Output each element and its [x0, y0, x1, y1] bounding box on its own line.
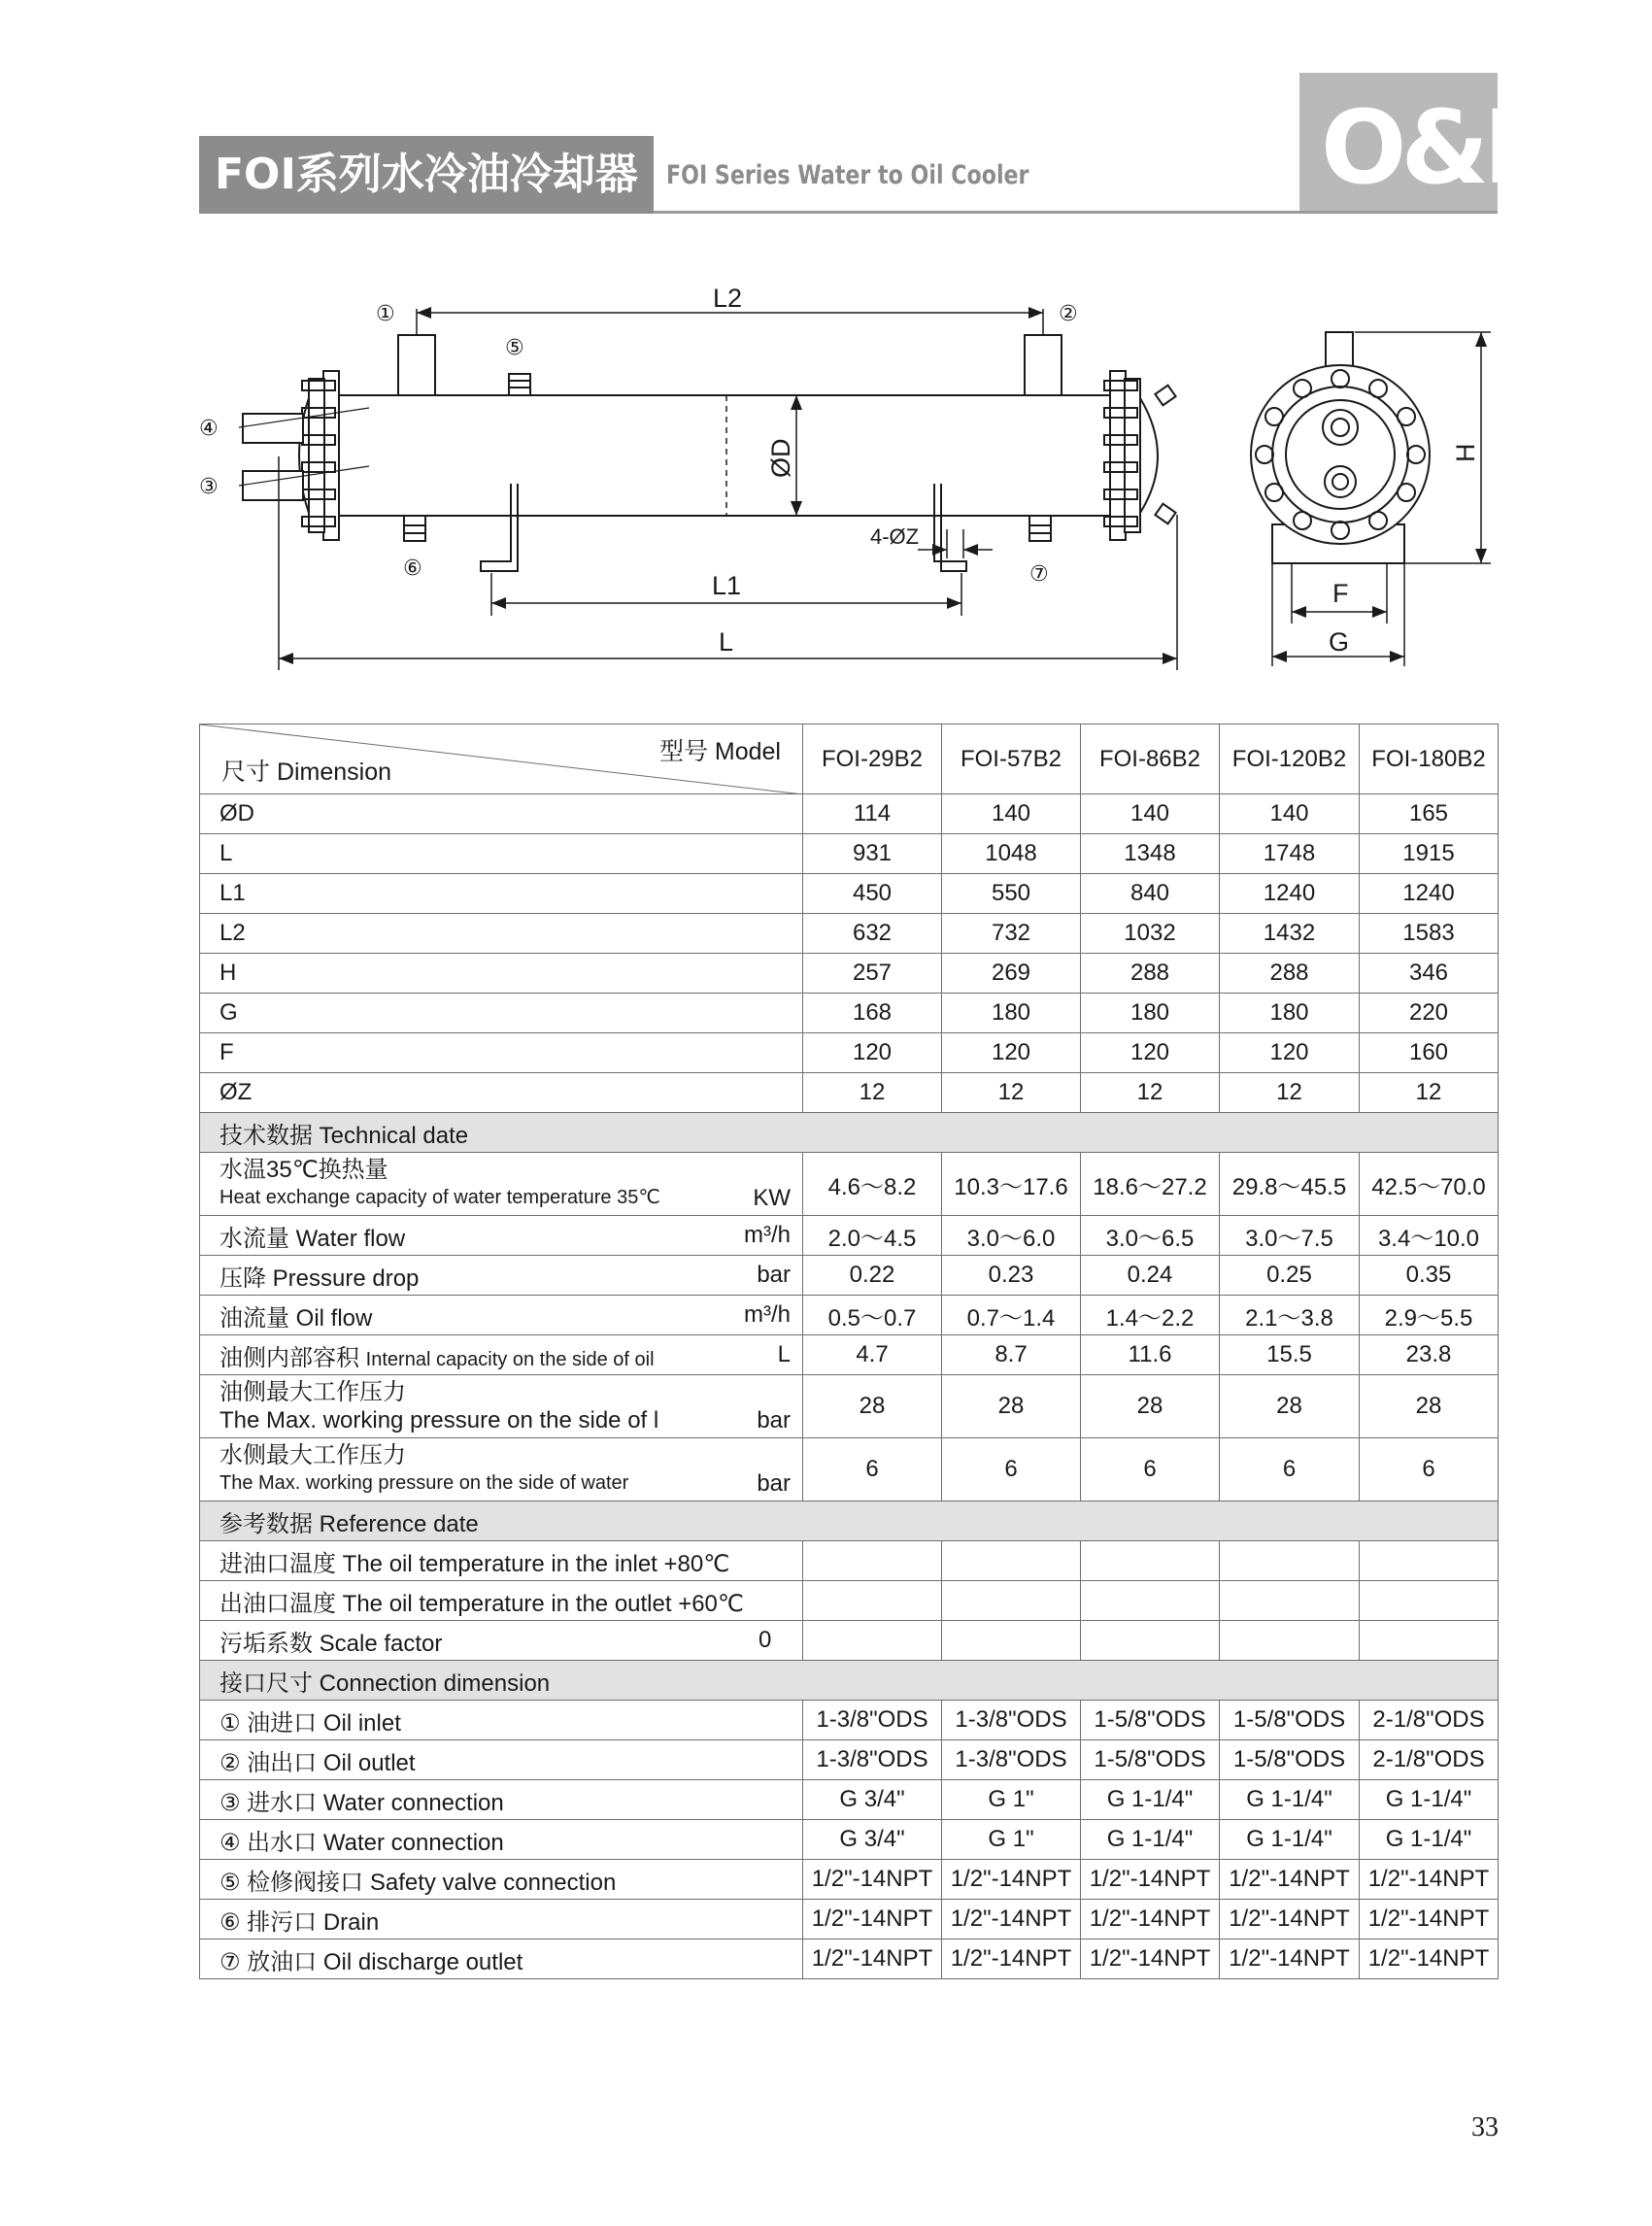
cell-empty: [942, 1541, 1081, 1581]
cell-value: 1240: [1360, 874, 1499, 914]
callout-2: ②: [1059, 302, 1078, 326]
model-header: FOI-86B2: [1081, 725, 1220, 794]
model-header: FOI-29B2: [803, 725, 942, 794]
callout-5: ⑤: [505, 336, 524, 360]
cell-empty: [1360, 1541, 1499, 1581]
row-label: ① 油进口 Oil inlet: [200, 1701, 803, 1740]
row-label: ⑥ 排污口 Drain: [200, 1900, 803, 1939]
cell-value: G 1": [942, 1820, 1081, 1860]
cell-empty: [803, 1621, 942, 1661]
cell-empty: [803, 1541, 942, 1581]
table-row: [200, 954, 1499, 994]
section-heading: 技术数据 Technical date: [200, 1113, 1499, 1153]
unit: bar: [757, 1470, 791, 1497]
cell-value: G 1-1/4": [1220, 1820, 1360, 1860]
valve-5: [509, 374, 530, 395]
page-number: 33: [1471, 2112, 1499, 2142]
table-row: [200, 1541, 1499, 1581]
model-header: FOI-57B2: [942, 725, 1081, 794]
table-row: [200, 1820, 1499, 1860]
row-label: F: [200, 1033, 803, 1073]
callout-6: ⑥: [403, 556, 422, 581]
cell-value: 28: [942, 1375, 1081, 1438]
label-cn: 水温35℃换热量: [219, 1157, 388, 1183]
cell-value: 0.7～1.4: [942, 1296, 1081, 1335]
cell-value: 2-1/8"ODS: [1360, 1740, 1499, 1780]
table-row: [200, 1860, 1499, 1900]
oil-pipe-2: [1025, 335, 1062, 395]
cell-value: 1748: [1220, 834, 1360, 874]
label-text: 水流量 Water flow: [219, 1225, 406, 1252]
cell-empty: [1081, 1581, 1220, 1621]
cell-value: 6: [942, 1438, 1081, 1501]
row-label: [200, 1438, 803, 1501]
row-label: 出油口温度 The oil temperature in the outlet +60℃: [200, 1581, 803, 1621]
table-row: [200, 1073, 1499, 1113]
cell-value: 6: [1360, 1438, 1499, 1501]
section-reference: [200, 1501, 1499, 1541]
cell-empty: [942, 1581, 1081, 1621]
cell-value: 450: [803, 874, 942, 914]
dim-label-F: F: [1332, 579, 1349, 608]
cell-value: 1-3/8"ODS: [803, 1740, 942, 1780]
cell-value: 1/2"-14NPT: [1360, 1900, 1499, 1939]
spec-table: [199, 724, 1499, 1979]
table-row: [200, 994, 1499, 1033]
dim-label-G: G: [1329, 627, 1350, 657]
cell-value: 0.22: [803, 1256, 942, 1296]
table-row: [200, 1033, 1499, 1073]
cell-value: 1/2"-14NPT: [1220, 1900, 1360, 1939]
section-technical: [200, 1113, 1499, 1153]
cell-value: 0.5～0.7: [803, 1296, 942, 1335]
section-connection: [200, 1661, 1499, 1701]
cell-value: 120: [1220, 1033, 1360, 1073]
cell-value: 28: [1081, 1375, 1220, 1438]
cell-value: 140: [942, 794, 1081, 834]
cell-value: 632: [803, 914, 942, 954]
cooler-drawing: [0, 0, 1652, 680]
cell-value: 1/2"-14NPT: [803, 1939, 942, 1979]
cell-value: 1/2"-14NPT: [1360, 1860, 1499, 1900]
cell-value: 1/2"-14NPT: [942, 1939, 1081, 1979]
cell-value: 1-5/8"ODS: [1220, 1740, 1360, 1780]
table-row: [200, 1438, 1499, 1501]
cell-empty: [1081, 1621, 1220, 1661]
cell-value: 3.0～6.0: [942, 1216, 1081, 1256]
label-en: Heat exchange capacity of water temperature 35℃: [219, 1187, 660, 1208]
cell-empty: [1220, 1541, 1360, 1581]
drain-6: [404, 516, 425, 541]
cell-value: 1432: [1220, 914, 1360, 954]
cell-value: 1240: [1220, 874, 1360, 914]
row-label: H: [200, 954, 803, 994]
cell-value: 220: [1360, 994, 1499, 1033]
cell-value: 12: [942, 1073, 1081, 1113]
cell-value: 1/2"-14NPT: [803, 1860, 942, 1900]
cell-value: 12: [1081, 1073, 1220, 1113]
cell-value: 1/2"-14NPT: [803, 1900, 942, 1939]
cell-value: 168: [803, 994, 942, 1033]
scale-factor-value: 0: [759, 1627, 772, 1653]
cell-empty: [1220, 1581, 1360, 1621]
brand-logo: O&F: [1321, 88, 1547, 207]
dim-label-L2: L2: [713, 284, 743, 313]
cell-value: G 1-1/4": [1081, 1820, 1220, 1860]
cell-value: 840: [1081, 874, 1220, 914]
label-cn: 油侧最大工作压力: [219, 1379, 406, 1405]
page-title-cn: FOI系列水冷油冷却器: [199, 136, 654, 214]
cell-value: 1/2"-14NPT: [1081, 1860, 1220, 1900]
cell-value: 1915: [1360, 834, 1499, 874]
label-text: 污垢系数 Scale factor: [219, 1630, 443, 1657]
cell-value: 3.4～10.0: [1360, 1216, 1499, 1256]
cell-value: 269: [942, 954, 1081, 994]
right-flange: [1110, 371, 1126, 540]
cell-value: 1/2"-14NPT: [1081, 1939, 1220, 1979]
cell-value: 1048: [942, 834, 1081, 874]
cell-empty: [803, 1581, 942, 1621]
section-heading: 接口尺寸 Connection dimension: [200, 1661, 1499, 1701]
table-row: [200, 1740, 1499, 1780]
header-model-label: 型号 Model: [658, 738, 781, 765]
cell-value: 1348: [1081, 834, 1220, 874]
cell-value: 120: [803, 1033, 942, 1073]
row-label: 进油口温度 The oil temperature in the inlet +80℃: [200, 1541, 803, 1581]
cell-value: 180: [1081, 994, 1220, 1033]
cell-value: G 1-1/4": [1220, 1780, 1360, 1820]
row-label: ② 油出口 Oil outlet: [200, 1740, 803, 1780]
cell-empty: [1081, 1541, 1220, 1581]
row-label: L2: [200, 914, 803, 954]
oil-pipe-1: [398, 335, 435, 395]
callout-7: ⑦: [1029, 562, 1049, 587]
section-heading: 参考数据 Reference date: [200, 1501, 1499, 1541]
cell-value: 0.23: [942, 1256, 1081, 1296]
row-label: [200, 1256, 803, 1296]
cell-value: 1-5/8"ODS: [1220, 1701, 1360, 1740]
cell-value: 8.7: [942, 1335, 1081, 1375]
table-row: [200, 1621, 1499, 1661]
cell-value: 1/2"-14NPT: [1220, 1860, 1360, 1900]
callout-1: ①: [376, 302, 395, 326]
row-label: [200, 1375, 803, 1438]
table-row: [200, 1296, 1499, 1335]
end-view-flange: [1251, 365, 1430, 544]
model-header: FOI-180B2: [1360, 725, 1499, 794]
cell-value: 1/2"-14NPT: [1360, 1939, 1499, 1979]
table-row: [200, 874, 1499, 914]
table-row: [200, 1375, 1499, 1438]
table-row: [200, 1216, 1499, 1256]
cell-value: 12: [803, 1073, 942, 1113]
cell-value: 2.9～5.5: [1360, 1296, 1499, 1335]
cell-empty: [1220, 1621, 1360, 1661]
cell-value: 120: [1081, 1033, 1220, 1073]
cell-value: 1.4～2.2: [1081, 1296, 1220, 1335]
cell-value: G 3/4": [803, 1780, 942, 1820]
cell-value: 288: [1220, 954, 1360, 994]
cell-value: 180: [942, 994, 1081, 1033]
cell-value: 4.7: [803, 1335, 942, 1375]
cell-value: 140: [1081, 794, 1220, 834]
table-row: [200, 1939, 1499, 1979]
bracket-left: [481, 484, 518, 571]
cell-value: 2.1～3.8: [1220, 1296, 1360, 1335]
label-en: The Max. working pressure on the side of water: [219, 1472, 629, 1494]
shell-body: [338, 395, 1110, 516]
row-label: G: [200, 994, 803, 1033]
oil-discharge-7: [1029, 516, 1051, 541]
table-row: [200, 1900, 1499, 1939]
row-label: [200, 1335, 803, 1375]
cell-value: 180: [1220, 994, 1360, 1033]
table-row: [200, 1256, 1499, 1296]
cell-value: 6: [1081, 1438, 1220, 1501]
label-en: Internal capacity on the side of oil: [365, 1348, 655, 1370]
row-label: [200, 1621, 803, 1661]
label-text: 油流量 Oil flow: [219, 1304, 373, 1332]
table-row: [200, 1153, 1499, 1216]
unit: bar: [757, 1262, 791, 1288]
cell-value: 6: [803, 1438, 942, 1501]
cell-value: 4.6～8.2: [803, 1153, 942, 1216]
dim-label-L1: L1: [712, 571, 742, 600]
cell-value: 1032: [1081, 914, 1220, 954]
cell-value: 160: [1360, 1033, 1499, 1073]
table-header-row: [200, 725, 1499, 794]
cell-value: G 3/4": [803, 1820, 942, 1860]
cell-empty: [1360, 1581, 1499, 1621]
cell-value: 18.6～27.2: [1081, 1153, 1220, 1216]
cell-value: G 1-1/4": [1360, 1820, 1499, 1860]
left-flange: [323, 371, 339, 540]
cell-value: G 1-1/4": [1360, 1780, 1499, 1820]
water-pipe-3: [243, 471, 303, 500]
cell-value: 1-5/8"ODS: [1081, 1701, 1220, 1740]
dim-label-D: ØD: [766, 438, 795, 478]
cell-value: 1/2"-14NPT: [942, 1860, 1081, 1900]
cell-value: 23.8: [1360, 1335, 1499, 1375]
cell-value: 12: [1360, 1073, 1499, 1113]
cell-value: 346: [1360, 954, 1499, 994]
table-row: [200, 1701, 1499, 1740]
table-row: [200, 834, 1499, 874]
cell-value: 165: [1360, 794, 1499, 834]
callout-4: ④: [199, 417, 219, 441]
cell-value: 120: [942, 1033, 1081, 1073]
label-cn: 水侧最大工作压力: [219, 1442, 406, 1468]
cell-value: 732: [942, 914, 1081, 954]
row-label: L: [200, 834, 803, 874]
row-label: ④ 出水口 Water connection: [200, 1820, 803, 1860]
cell-value: 1-3/8"ODS: [942, 1701, 1081, 1740]
label-en: The Max. working pressure on the side of l: [219, 1407, 659, 1433]
water-pipe-4: [243, 414, 303, 443]
cell-value: 11.6: [1081, 1335, 1220, 1375]
cell-value: 550: [942, 874, 1081, 914]
cell-value: 28: [1220, 1375, 1360, 1438]
cell-value: 0.35: [1360, 1256, 1499, 1296]
model-header: FOI-120B2: [1220, 725, 1360, 794]
table-row: [200, 914, 1499, 954]
unit: m³/h: [744, 1222, 791, 1248]
cell-value: 28: [1360, 1375, 1499, 1438]
cell-value: 288: [1081, 954, 1220, 994]
cell-value: 1/2"-14NPT: [942, 1900, 1081, 1939]
cell-value: 2.0～4.5: [803, 1216, 942, 1256]
cell-value: 931: [803, 834, 942, 874]
header-dimension-label: 尺寸 Dimension: [221, 759, 392, 786]
dim-label-Z: 4-ØZ: [870, 524, 920, 549]
cell-value: G 1": [942, 1780, 1081, 1820]
cell-value: 0.24: [1081, 1256, 1220, 1296]
table-row: [200, 1780, 1499, 1820]
bracket-right: [934, 484, 966, 571]
row-label: [200, 1216, 803, 1256]
cell-value: 1-5/8"ODS: [1081, 1740, 1220, 1780]
row-label: ØZ: [200, 1073, 803, 1113]
row-label: ⑤ 检修阀接口 Safety valve connection: [200, 1860, 803, 1900]
unit: bar: [757, 1407, 791, 1433]
cell-value: 1/2"-14NPT: [1081, 1900, 1220, 1939]
cell-value: 2-1/8"ODS: [1360, 1701, 1499, 1740]
cell-value: 3.0～6.5: [1081, 1216, 1220, 1256]
cell-value: 1-3/8"ODS: [942, 1740, 1081, 1780]
cell-empty: [1360, 1621, 1499, 1661]
table-row: [200, 1335, 1499, 1375]
cell-value: 12: [1220, 1073, 1360, 1113]
table-row: [200, 1581, 1499, 1621]
cell-value: 28: [803, 1375, 942, 1438]
cell-value: 1583: [1360, 914, 1499, 954]
row-label: ③ 进水口 Water connection: [200, 1780, 803, 1820]
header-diagonal-cell: [200, 725, 803, 794]
page-title-en: FOI Series Water to Oil Cooler: [666, 160, 1029, 190]
cell-value: 10.3～17.6: [942, 1153, 1081, 1216]
row-label: [200, 1296, 803, 1335]
cell-value: 114: [803, 794, 942, 834]
unit: m³/h: [744, 1301, 791, 1328]
label-cn: 油侧内部容积: [219, 1344, 359, 1371]
row-label: ØD: [200, 794, 803, 834]
cell-value: 6: [1220, 1438, 1360, 1501]
table-row: [200, 794, 1499, 834]
label-text: 压降 Pressure drop: [219, 1265, 420, 1292]
row-label: [200, 1153, 803, 1216]
cell-value: 1-3/8"ODS: [803, 1701, 942, 1740]
row-label: ⑦ 放油口 Oil discharge outlet: [200, 1939, 803, 1979]
callout-3: ③: [199, 475, 219, 499]
unit: KW: [753, 1185, 791, 1211]
row-label: L1: [200, 874, 803, 914]
cell-value: G 1-1/4": [1081, 1780, 1220, 1820]
cell-value: 42.5～70.0: [1360, 1153, 1499, 1216]
cell-value: 257: [803, 954, 942, 994]
cell-value: 3.0～7.5: [1220, 1216, 1360, 1256]
cell-value: 1/2"-14NPT: [1220, 1939, 1360, 1979]
cell-value: 140: [1220, 794, 1360, 834]
cell-value: 29.8～45.5: [1220, 1153, 1360, 1216]
dim-label-L: L: [719, 627, 734, 657]
dim-label-H: H: [1451, 443, 1480, 462]
cell-empty: [942, 1621, 1081, 1661]
cell-value: 0.25: [1220, 1256, 1360, 1296]
cell-value: 15.5: [1220, 1335, 1360, 1375]
unit: L: [777, 1341, 791, 1367]
